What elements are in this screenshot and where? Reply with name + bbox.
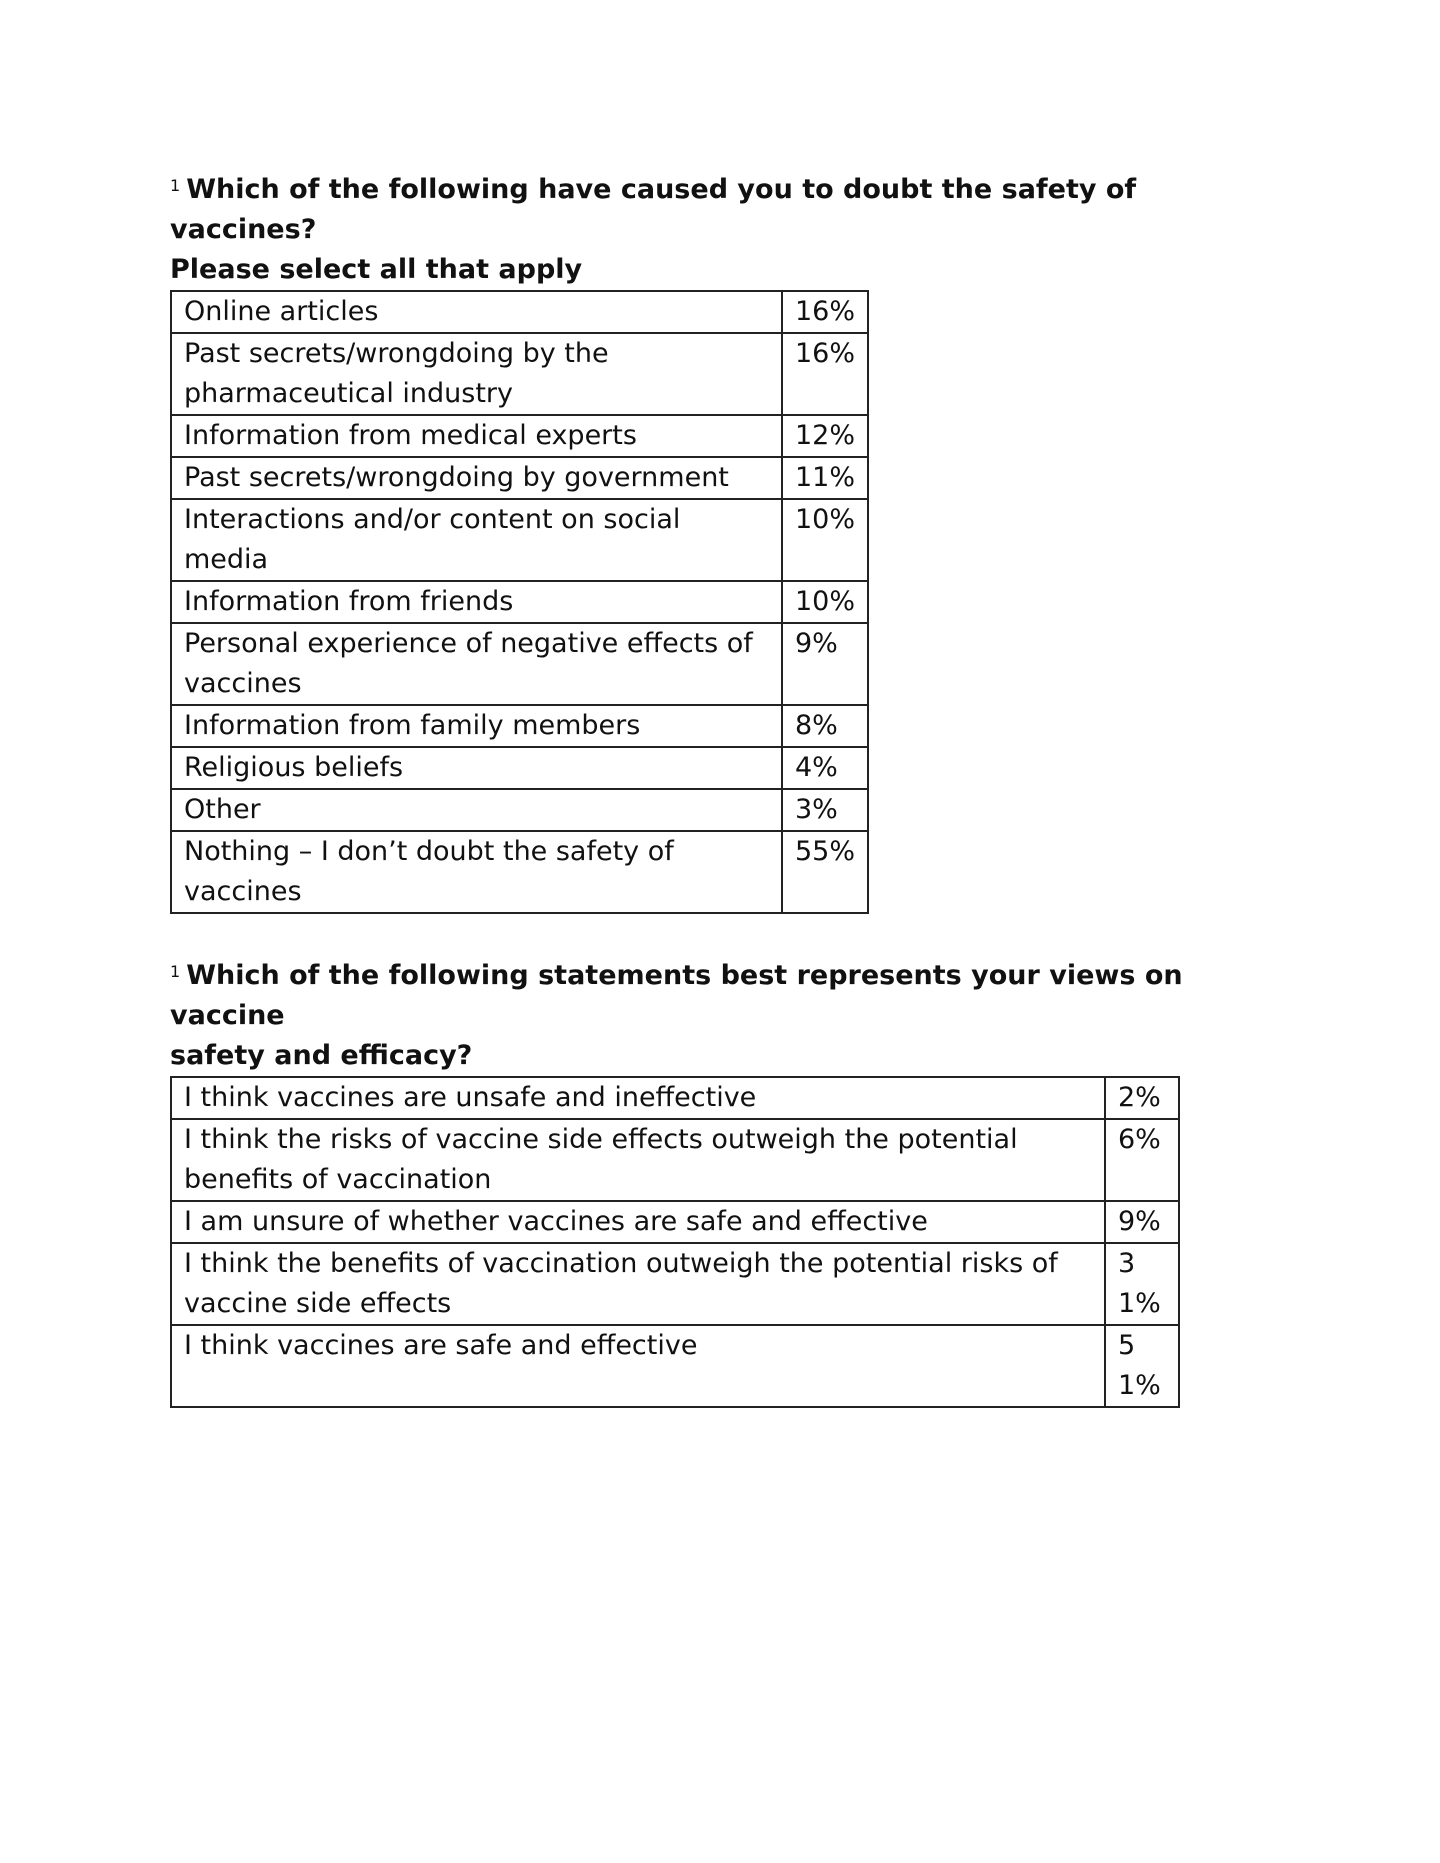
row-value: 3% — [782, 789, 868, 831]
row-label: I think vaccines are unsafe and ineffective — [171, 1077, 1105, 1119]
row-label: Interactions and/or content on social media — [171, 499, 782, 581]
row-value: 55% — [782, 831, 868, 913]
row-value: 2% — [1105, 1077, 1179, 1119]
document-page — [170, 170, 1270, 1408]
row-label: Information from medical experts — [171, 415, 782, 457]
row-label: Religious beliefs — [171, 747, 782, 789]
row-value: 8% — [782, 705, 868, 747]
row-label: I think the risks of vaccine side effects outweigh the potential benefits of vaccination — [171, 1119, 1105, 1201]
question-1-section — [170, 170, 1270, 914]
question-1-title — [170, 170, 1270, 290]
table-row — [171, 457, 868, 499]
row-value: 9% — [782, 623, 868, 705]
row-value: 16% — [782, 333, 868, 415]
question-1-title-line-2: Please select all that apply — [170, 254, 583, 285]
row-label: Information from friends — [171, 581, 782, 623]
question-1-table — [170, 290, 869, 914]
table-row — [171, 623, 868, 705]
question-2-section — [170, 956, 1270, 1408]
row-value: 16% — [782, 291, 868, 333]
row-label: Past secrets/wrongdoing by government — [171, 457, 782, 499]
row-label: Online articles — [171, 291, 782, 333]
row-value: 10% — [782, 499, 868, 581]
row-label: Other — [171, 789, 782, 831]
table-row — [171, 1243, 1179, 1325]
table-row — [171, 1077, 1179, 1119]
table-row — [171, 1201, 1179, 1243]
table-row — [171, 415, 868, 457]
question-2-title — [170, 956, 1270, 1076]
question-2-title-line-2: safety and efficacy? — [170, 1040, 473, 1071]
row-value: 51% — [1105, 1325, 1179, 1407]
row-label: Information from family members — [171, 705, 782, 747]
table-row — [171, 333, 868, 415]
row-label: I am unsure of whether vaccines are safe and effective — [171, 1201, 1105, 1243]
question-2-title-line-1: Which of the following statements best represents your views on vaccine — [170, 960, 1183, 1031]
row-value: 4% — [782, 747, 868, 789]
table-row — [171, 581, 868, 623]
row-label: I think vaccines are safe and effective — [171, 1325, 1105, 1407]
question-1-title-line-1: Which of the following have caused you to doubt the safety of vaccines? — [170, 174, 1137, 245]
row-value: 12% — [782, 415, 868, 457]
table-row — [171, 831, 868, 913]
row-label: I think the benefits of vaccination outweigh the potential risks of vaccine side effects — [171, 1243, 1105, 1325]
row-value: 10% — [782, 581, 868, 623]
row-value: 11% — [782, 457, 868, 499]
table-row — [171, 1325, 1179, 1407]
table-row — [171, 499, 868, 581]
table-row — [171, 747, 868, 789]
row-value: 6% — [1105, 1119, 1179, 1201]
row-value: 9% — [1105, 1201, 1179, 1243]
row-label: Past secrets/wrongdoing by the pharmaceutical industry — [171, 333, 782, 415]
footnote-marker: 1 — [170, 176, 181, 195]
footnote-marker: 1 — [170, 962, 181, 981]
question-2-table — [170, 1076, 1180, 1408]
table-row — [171, 1119, 1179, 1201]
row-value: 31% — [1105, 1243, 1179, 1325]
table-row — [171, 789, 868, 831]
row-label: Personal experience of negative effects of vaccines — [171, 623, 782, 705]
table-row — [171, 291, 868, 333]
row-label: Nothing – I don’t doubt the safety of vaccines — [171, 831, 782, 913]
table-row — [171, 705, 868, 747]
